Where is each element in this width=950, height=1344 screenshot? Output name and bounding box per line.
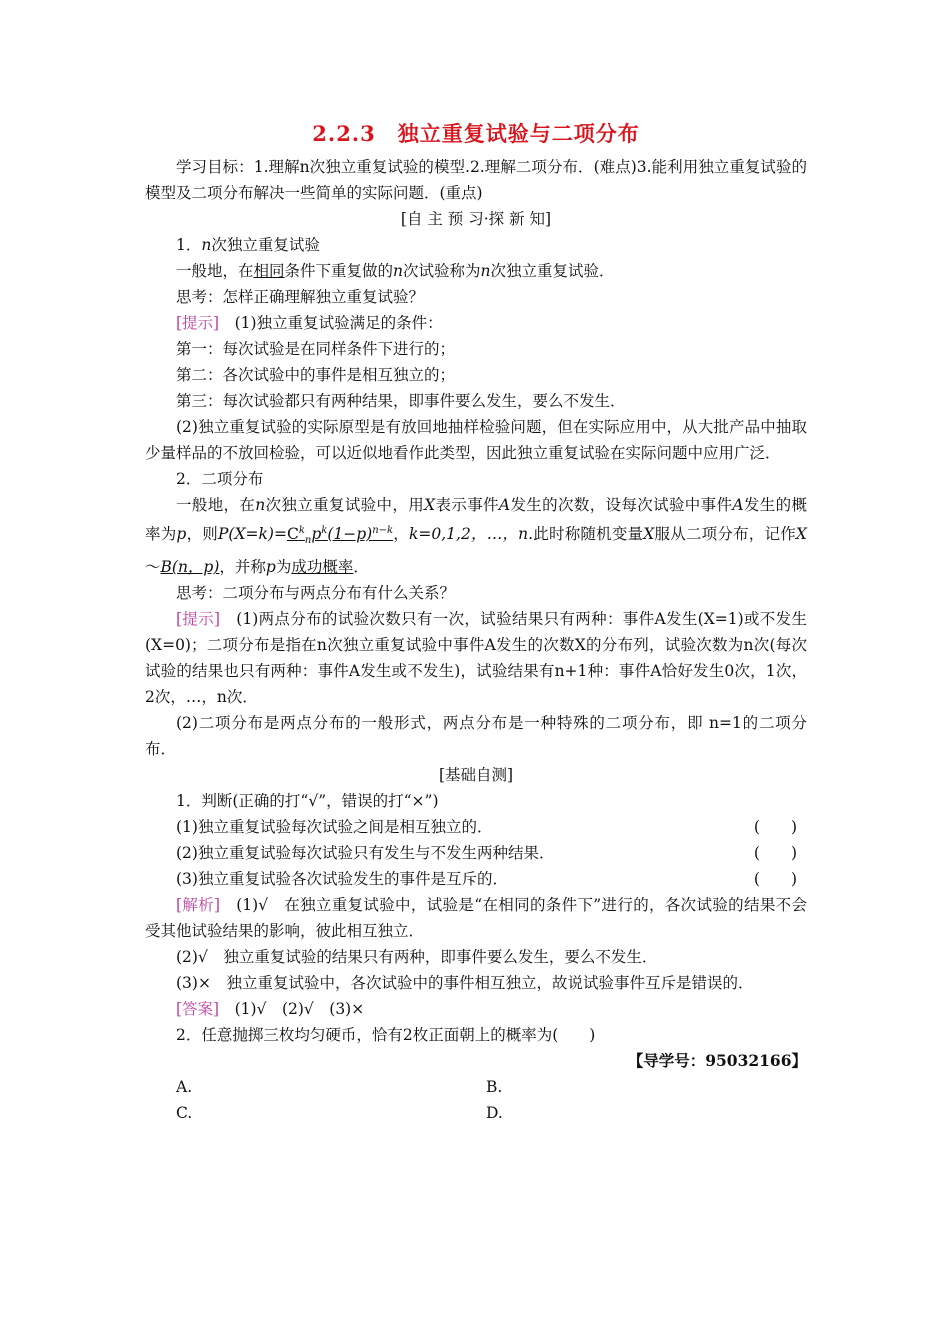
option-c[interactable]: C.	[176, 1104, 193, 1123]
options-row	[145, 1100, 807, 1126]
answer-blank[interactable]: ( )	[753, 844, 797, 863]
s1-cond-2: 第二：各次试验中的事件是相互独立的；	[176, 366, 456, 384]
learning-goals: 学习目标：1.理解n次独立重复试验的模型.2.理解二项分布．(难点)3.能利用独立重复试验的模型及二项分布解决一些简单的实际问题．(重点)	[145, 158, 807, 202]
s1-cond-3: 第三：每次试验都只有两种结果，即事件要么发生，要么不发生．	[176, 392, 626, 410]
document-page	[145, 118, 807, 1126]
analysis-1: [解析] (1)√ 在独立重复试验中，试验是“在相同的条件下”进行的，各次试验的结果不会受其他试验结果的影响，彼此相互独立．	[145, 896, 807, 941]
s1-hint-1: [提示] (1)独立重复试验满足的条件：	[176, 314, 443, 332]
answer-tag: [答案]	[176, 1000, 220, 1019]
guide-number: 【导学号：95032166】	[627, 1051, 807, 1071]
hint-tag: [提示]	[176, 314, 220, 332]
formula: P(X=k)=	[218, 525, 287, 544]
s1-cond-1: 第一：每次试验是在同样条件下进行的；	[176, 340, 456, 358]
s2-definition: 一般地，在n次独立重复试验中，用X表示事件A发生的次数，设每次试验中事件A发生的概率为p，则$P(X=k)=C^k_np^k(1-p)^{n-k}$，k=0,1,2，…，n.此时称随机变量X服从二项分布，记作X～B(n，p)，并称p为成功概率．	[145, 496, 807, 577]
option-b[interactable]: B.	[486, 1078, 503, 1097]
s1-hint-2: (2)独立重复试验的实际原型是有放回地抽样检验问题，但在实际应用中，从大批产品中抽取少量样品的不放回检验，可以近似地看作此类型，因此独立重复试验在实际问题中应用广泛．	[145, 418, 807, 462]
option-d[interactable]: D.	[486, 1104, 503, 1123]
judge-item: (1)独立重复试验每次试验之间是相互独立的． ( )	[145, 814, 807, 840]
analysis-3: (3)× 独立重复试验中，各次试验中的事件相互独立，故说试验事件互斥是错误的．	[176, 974, 754, 993]
formula-underlined: $C^k_np^k(1-p)^{n-k}$	[286, 525, 394, 547]
s2-heading: 2．二项分布	[176, 470, 264, 488]
s1-definition: 一般地，在相同条件下重复做的n次试验称为n次独立重复试验．	[176, 262, 615, 280]
s2-think: 思考：二项分布与两点分布有什么关系？	[176, 584, 456, 603]
s1-heading: 1．n次独立重复试验	[176, 236, 320, 254]
selftest-header: [基础自测]	[438, 766, 514, 785]
section-header: [自 主 预 习·探 新 知]	[400, 210, 552, 228]
s1-think: 思考：怎样正确理解独立重复试验？	[176, 288, 425, 306]
answer-blank[interactable]: ( )	[753, 870, 797, 889]
analysis-tag: [解析]	[176, 896, 221, 915]
hint-tag: [提示]	[176, 610, 221, 629]
s2-hint-2: (2)二项分布是两点分布的一般形式，两点分布是一种特殊的二项分布，即 n=1的二项分布．	[145, 714, 807, 759]
option-a[interactable]: A.	[176, 1078, 193, 1097]
s2-hint-1: [提示] (1)两点分布的试验次数只有一次，试验结果只有两种：事件A发生(X=1)或不发生(X=0)；二项分布是指在n次独立重复试验中事件A发生的次数X的分布列，试验次数为n次(每次试验的结果也只有两种：事件A发生或不发生)，试验结果有n+1种：事件A恰好发生0次，1次，2次，…，n次．	[145, 610, 807, 707]
judge-item: (3)独立重复试验各次试验发生的事件是互斥的． ( )	[145, 866, 807, 892]
answer-line: [答案] (1)√ (2)√ (3)×	[176, 1000, 365, 1019]
q2-stem: 2．任意抛掷三枚均匀硬币，恰有2枚正面朝上的概率为( )	[176, 1026, 596, 1045]
analysis-2: (2)√ 独立重复试验的结果只有两种，即事件要么发生，要么不发生．	[176, 948, 658, 967]
answer-blank[interactable]: ( )	[753, 818, 797, 837]
q1-stem: 1．判断(正确的打“√”，错误的打“×”)	[176, 792, 439, 811]
page-title: 2.2.3 独立重复试验与二项分布	[312, 121, 640, 146]
judge-item: (2)独立重复试验每次试验只有发生与不发生两种结果． ( )	[145, 840, 807, 866]
options-row	[145, 1074, 807, 1100]
